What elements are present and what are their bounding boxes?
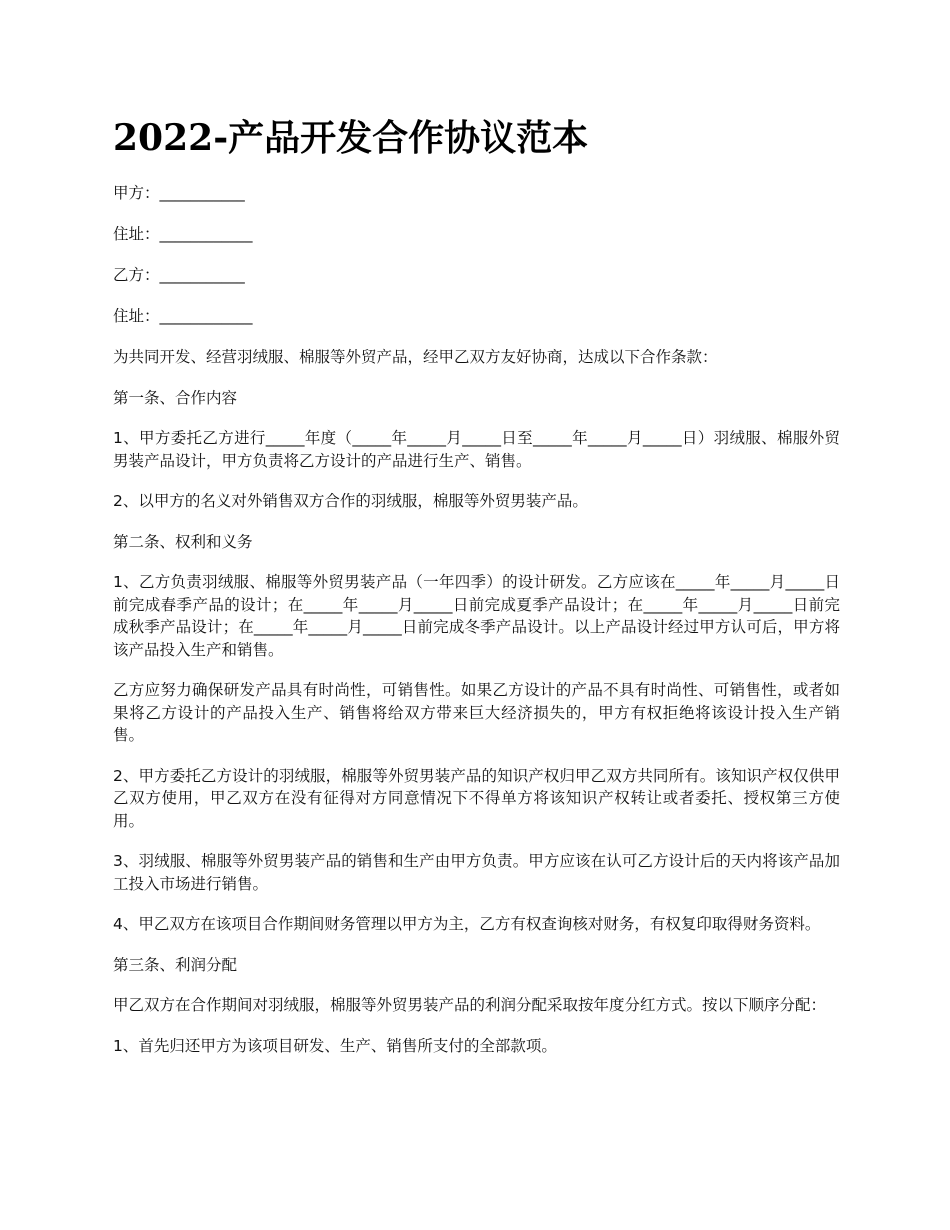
party-b-field: [113, 264, 840, 286]
party-b-address-blank: ____________: [159, 307, 253, 325]
document-page: [113, 112, 840, 1075]
preamble-paragraph: 为共同开发、经营羽绒服、棉服等外贸产品，经甲乙双方友好协商，达成以下合作条款：: [113, 348, 718, 366]
party-a-blank: ___________: [159, 184, 245, 202]
article-1-clause-2: 2、以甲方的名义对外销售双方合作的羽绒服，棉服等外贸男装产品。: [113, 492, 588, 510]
party-a-address-field: [113, 223, 840, 245]
party-a-label: 甲方：: [113, 184, 160, 202]
document-title: 2022-产品开发合作协议范本: [113, 117, 589, 159]
party-b-label: 乙方：: [113, 266, 160, 284]
article-3-clause-1: 1、首先归还甲方为该项目研发、生产、销售所支付的全部款项。: [113, 1036, 557, 1055]
party-a-field: [113, 182, 840, 204]
article-1-clause-1: 1、甲方委托乙方进行_____年度（_____年_____月_____日至_____年_____月_____日）羽绒服、棉服外贸男装产品设计，甲方负责将乙方设计的产品进行生产、销售。: [113, 429, 840, 470]
article-2-clause-1-continued: 乙方应努力确保研发产品具有时尚性，可销售性。如果乙方设计的产品不具有时尚性、可销售性，或者如果将乙方设计的产品投入生产、销售将给双方带来巨大经济损失的，甲方有权拒绝将该设计投入生产销售。: [113, 681, 840, 744]
party-b-address-label: 住址：: [113, 307, 160, 325]
article-1-heading: 第一条、合作内容: [113, 388, 238, 407]
article-3-intro: 甲乙双方在合作期间对羽绒服，棉服等外贸男装产品的利润分配采取按年度分红方式。按以下顺序分配：: [113, 996, 827, 1014]
party-a-address-blank: ____________: [159, 225, 253, 243]
party-a-address-label: 住址：: [113, 225, 160, 243]
party-b-blank: ___________: [159, 266, 245, 284]
article-2-heading: 第二条、权利和义务: [113, 532, 253, 551]
article-2-clause-3: 3、羽绒服、棉服等外贸男装产品的销售和生产由甲方负责。甲方应该在认可乙方设计后的天内将该产品加工投入市场进行销售。: [113, 852, 840, 893]
article-3-heading: 第三条、利润分配: [113, 955, 238, 974]
party-b-address-field: [113, 305, 840, 327]
article-2-clause-2: 2、甲方委托乙方设计的羽绒服，棉服等外贸男装产品的知识产权归甲乙双方共同所有。该知识产权仅供甲乙双方使用，甲乙双方在没有征得对方同意情况下不得单方将该知识产权转让或者委托、授权第三方使用。: [113, 766, 840, 830]
article-2-clause-4: 4、甲乙双方在该项目合作期间财务管理以甲方为主，乙方有权查询核对财务，有权复印取得财务资料。: [113, 915, 821, 933]
article-2-clause-1: 1、乙方负责羽绒服、棉服等外贸男装产品（一年四季）的设计研发。乙方应该在_____年_____月_____日前完成春季产品的设计；在_____年_____月_____日前完成夏季产品设计；在_____年_____月_____日前完成秋季产品设计；在_____年_____月_____日前完成冬季产品设计。以上产品设计经过甲方认可后，甲方将该产品投入生产和销售。: [113, 573, 840, 659]
